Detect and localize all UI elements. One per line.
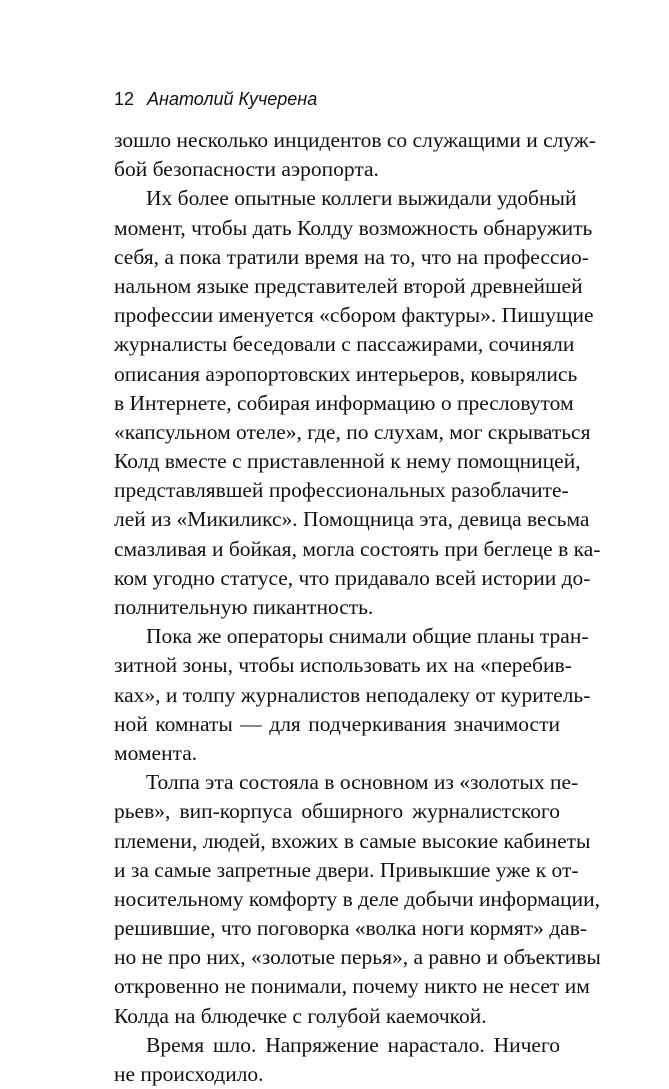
text-line: ках», и толпу журналистов неподалеку от куритель- (114, 682, 591, 707)
text-line: Время шло. Напряжение нарастало. Ничего (146, 1032, 560, 1057)
text-line: лей из «Микиликс». Помощница эта, девица весьма (114, 507, 590, 532)
text-line: полнительную пикантность. (114, 595, 374, 619)
text-line: зитной зоны, чтобы использовать их на «перебив- (114, 653, 572, 678)
text-line: откровенно не понимали, почему никто не несет им (114, 974, 590, 999)
text-line: Колд вместе с приставленной к нему помощницей, (114, 449, 581, 474)
text-line: бой безопасности аэропорта. (114, 157, 379, 182)
author-name: Анатолий Кучерена (147, 89, 318, 109)
text-line: в Интернете, собирая информацию о пресловутом (114, 390, 574, 415)
text-line: себя, а пока тратили время на то, что на профессио- (114, 244, 589, 269)
text-line: момента. (114, 740, 198, 765)
text-line: момент, чтобы дать Колду возможность обнаружить (114, 215, 593, 240)
text-line: не происходило. (114, 1062, 264, 1086)
text-line: и за самые запретные двери. Привыкшие уже к от- (114, 857, 579, 882)
text-line: ной комнаты — для подчеркивания значимости (114, 711, 560, 736)
text-line: профессии именуется «сбором фактуры». Пишущие (114, 303, 594, 328)
text-line: решившие, что поговорка «волка ноги кормят» дав- (114, 916, 588, 941)
text-line: носительному комфорту в деле добычи информации, (114, 886, 601, 911)
text-line: Пока же операторы снимали общие планы тран- (146, 624, 589, 649)
text-line: племени, людей, вхожих в самые высокие кабинеты (114, 828, 591, 853)
text-line: «капсульном отеле», где, по слухам, мог скрываться (114, 419, 591, 444)
text-line: зошло несколько инцидентов со служащими и служ- (114, 128, 596, 152)
page-number: 12 (114, 89, 135, 109)
text-line: Колда на блюдечке с голубой каемочкой. (114, 1003, 487, 1028)
text-line: нальном языке представителей второй древнейшей (114, 273, 583, 298)
text-line: рьев», вип-корпуса обширного журналистского (114, 799, 560, 824)
text-line: описания аэропортовских интерьеров, ковырялись (114, 361, 578, 386)
text-line: смазливая и бойкая, могла состоять при беглеце в ка- (114, 536, 601, 561)
text-line: Толпа эта состояла в основном из «золотых пе- (146, 770, 579, 795)
body-text (114, 126, 601, 1089)
text-line: журналисты беседовали с пассажирами, сочиняли (114, 332, 575, 357)
text-line: но не про них, «золотые перья», а равно и объективы (114, 945, 601, 970)
text-line: ком угодно статусе, что придавало всей истории до- (114, 565, 591, 590)
text-line: представлявшей профессиональных разоблачите- (114, 478, 569, 503)
text-line: Их более опытные коллеги выжидали удобный (146, 186, 577, 211)
running-head (114, 88, 317, 110)
